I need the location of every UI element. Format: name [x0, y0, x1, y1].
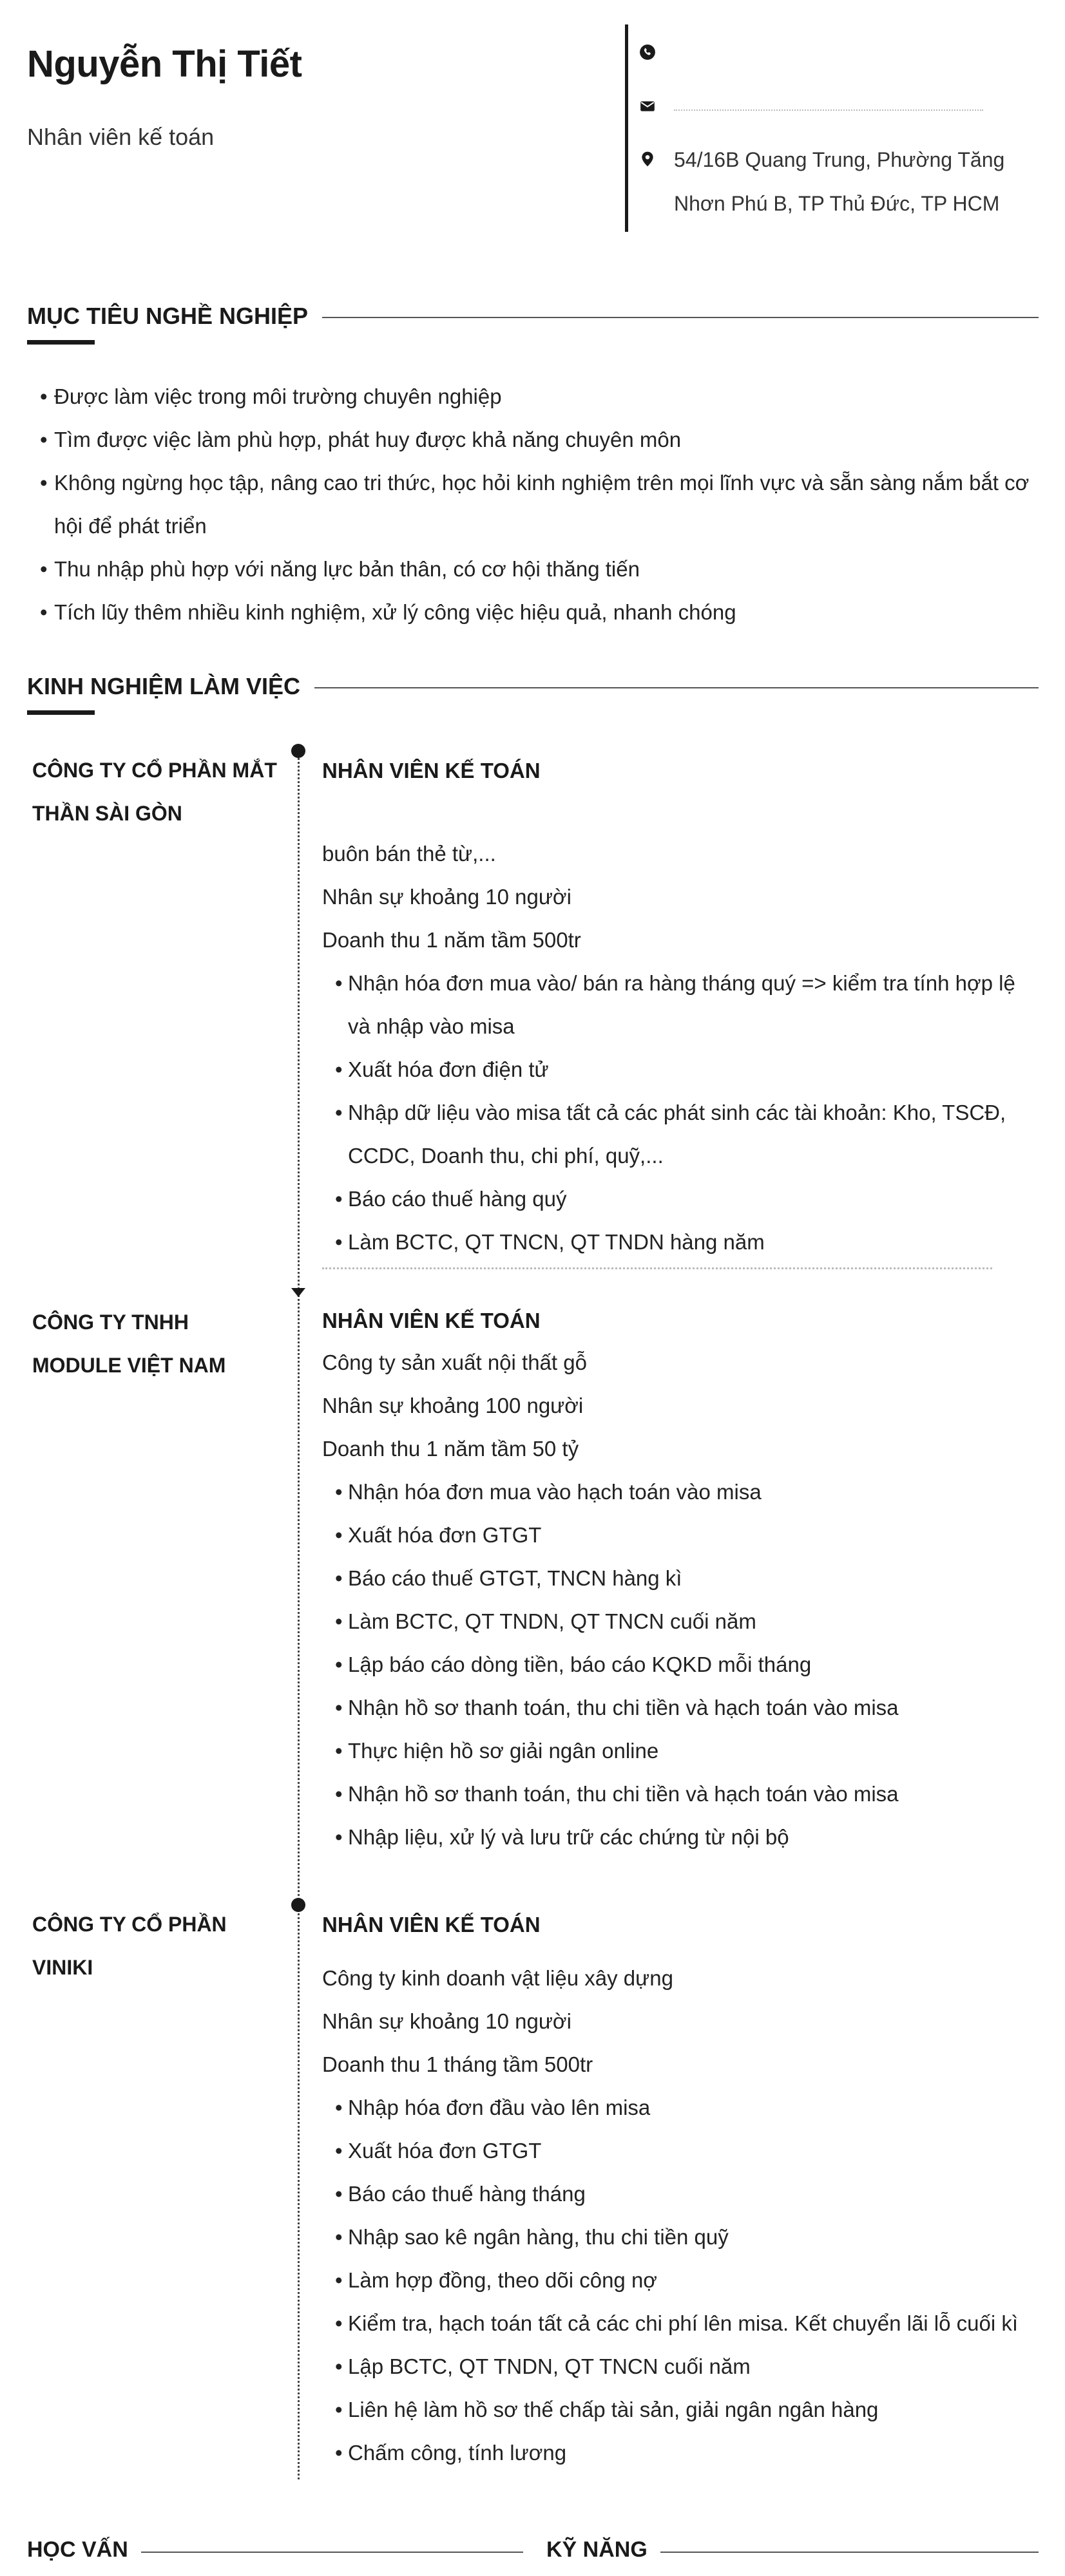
job-detail: Doanh thu 1 tháng tầm 500tr	[322, 2052, 593, 2076]
job-task: • Xuất hóa đơn GTGT	[322, 2129, 1037, 2172]
skills-section-header	[546, 2537, 1039, 2576]
objective-item: • Tìm được việc làm phù hợp, phát huy được khả năng chuyên môn	[40, 418, 1045, 461]
job-task: • Báo cáo thuế hàng tháng	[322, 2172, 1037, 2215]
job-task: • Báo cáo thuế GTGT, TNCN hàng kì	[322, 1557, 1037, 1600]
contact-email	[638, 97, 983, 116]
job-detail: Doanh thu 1 năm tầm 500tr	[322, 928, 581, 952]
job-task-list	[322, 2086, 1037, 2474]
job-entry	[322, 1301, 1037, 1859]
timeline-dot	[291, 1898, 305, 1912]
job-entry	[322, 1903, 1037, 2474]
job-detail: Nhân sự khoảng 10 người	[322, 885, 571, 909]
objective-heading: MỤC TIÊU NGHỀ NGHIỆP	[27, 303, 322, 330]
job-task-list	[322, 1470, 1037, 1859]
job-task: • Nhận hồ sơ thanh toán, thu chi tiền và hạch toán vào misa	[322, 1772, 1037, 1815]
job-task: • Nhập sao kê ngân hàng, thu chi tiền quỹ	[322, 2215, 1037, 2259]
contact-address	[638, 149, 1048, 225]
header-divider	[625, 24, 628, 232]
experience-section-header	[27, 673, 1039, 712]
job-task: • Kiểm tra, hạch toán tất cả các chi phí lên misa. Kết chuyển lãi lỗ cuối kì	[322, 2302, 1037, 2345]
job-role: NHÂN VIÊN KẾ TOÁN	[322, 759, 541, 782]
job-detail: Công ty sản xuất nội thất gỗ	[322, 1350, 587, 1374]
job-task: • Làm BCTC, QT TNDN, QT TNCN cuối năm	[322, 1600, 1037, 1643]
job-task: • Lập BCTC, QT TNDN, QT TNCN cuối năm	[322, 2345, 1037, 2388]
contact-phone	[638, 43, 674, 62]
section-underline	[27, 340, 95, 345]
job-detail: Nhân sự khoảng 100 người	[322, 1394, 584, 1417]
job-task-list	[322, 961, 1037, 1264]
job-entry	[322, 749, 1037, 1291]
skills-heading: KỸ NĂNG	[546, 2537, 660, 2562]
job-task: • Nhập dữ liệu vào misa tất cả các phát sinh các tài khoản: Kho, TSCĐ, CCDC, Doanh thu, chi phí, quỹ,...	[322, 1091, 1037, 1177]
phone-icon	[638, 43, 657, 62]
objective-item: • Không ngừng học tập, nâng cao tri thức, học hỏi kinh nghiệm trên mọi lĩnh vực và sẵn sàng nắm bắt cơ hội để phát triển	[40, 461, 1045, 547]
redacted-email	[674, 109, 983, 115]
objective-item: • Được làm việc trong môi trường chuyên nghiệp	[40, 375, 1045, 418]
job-task: • Xuất hóa đơn GTGT	[322, 1513, 1037, 1557]
truncated-text	[322, 1267, 992, 1285]
experience-heading: KINH NGHIỆM LÀM VIỆC	[27, 673, 314, 700]
job-detail: Công ty kinh doanh vật liệu xây dựng	[322, 1966, 673, 1990]
job-detail: Nhân sự khoảng 10 người	[322, 2009, 571, 2033]
experience-timeline	[298, 747, 300, 2479]
timeline-marker	[291, 1288, 305, 1297]
job-role: NHÂN VIÊN KẾ TOÁN	[322, 1309, 541, 1332]
job-task: • Nhận hóa đơn mua vào/ bán ra hàng tháng quý => kiểm tra tính hợp lệ và nhập vào misa	[322, 961, 1037, 1048]
education-section-header	[27, 2537, 523, 2576]
job-task: • Chấm công, tính lương	[322, 2431, 1037, 2474]
section-underline	[27, 710, 95, 715]
job-task: • Thực hiện hồ sơ giải ngân online	[322, 1729, 1037, 1772]
timeline-dot	[291, 744, 305, 758]
envelope-icon	[638, 97, 657, 116]
job-company: CÔNG TY CỔ PHẦN VINIKI	[32, 1913, 227, 1979]
job-task: • Liên hệ làm hồ sơ thế chấp tài sản, giải ngân ngân hàng	[322, 2388, 1037, 2431]
job-task: • Báo cáo thuế hàng quý	[322, 1177, 1037, 1220]
job-task: • Lập báo cáo dòng tiền, báo cáo KQKD mỗi tháng	[322, 1643, 1037, 1686]
candidate-name: Nguyễn Thị Tiết	[27, 43, 302, 85]
job-task: • Xuất hóa đơn điện tử	[322, 1048, 1037, 1091]
job-detail: Doanh thu 1 năm tầm 50 tỷ	[322, 1437, 579, 1461]
cv-header	[0, 0, 1065, 238]
job-task: • Nhận hóa đơn mua vào hạch toán vào misa	[322, 1470, 1037, 1513]
objective-item: • Thu nhập phù hợp với năng lực bản thân, có cơ hội thăng tiến	[40, 547, 1045, 591]
objective-item: • Tích lũy thêm nhiều kinh nghiệm, xử lý công việc hiệu quả, nhanh chóng	[40, 591, 1045, 634]
location-pin-icon	[638, 149, 657, 169]
job-detail: buôn bán thẻ từ,...	[322, 842, 496, 866]
job-task: • Nhận hồ sơ thanh toán, thu chi tiền và hạch toán vào misa	[322, 1686, 1037, 1729]
job-task: • Nhập hóa đơn đầu vào lên misa	[322, 2086, 1037, 2129]
job-company: CÔNG TY TNHH MODULE VIỆT NAM	[32, 1311, 226, 1377]
job-company: CÔNG TY CỔ PHẦN MẮT THẦN SÀI GÒN	[32, 759, 277, 825]
job-task: • Làm BCTC, QT TNCN, QT TNDN hàng năm	[322, 1220, 1037, 1264]
job-role: NHÂN VIÊN KẾ TOÁN	[322, 1913, 541, 1937]
job-task: • Nhập liệu, xử lý và lưu trữ các chứng từ nội bộ	[322, 1815, 1037, 1859]
candidate-title: Nhân viên kế toán	[27, 124, 215, 150]
address-value: 54/16B Quang Trung, Phường Tăng Nhơn Phú B, TP Thủ Đức, TP HCM	[674, 148, 1005, 215]
education-heading: HỌC VẤN	[27, 2537, 141, 2562]
objective-list	[40, 375, 1045, 634]
objective-section-header	[27, 303, 1039, 341]
job-task: • Làm hợp đồng, theo dõi công nợ	[322, 2259, 1037, 2302]
